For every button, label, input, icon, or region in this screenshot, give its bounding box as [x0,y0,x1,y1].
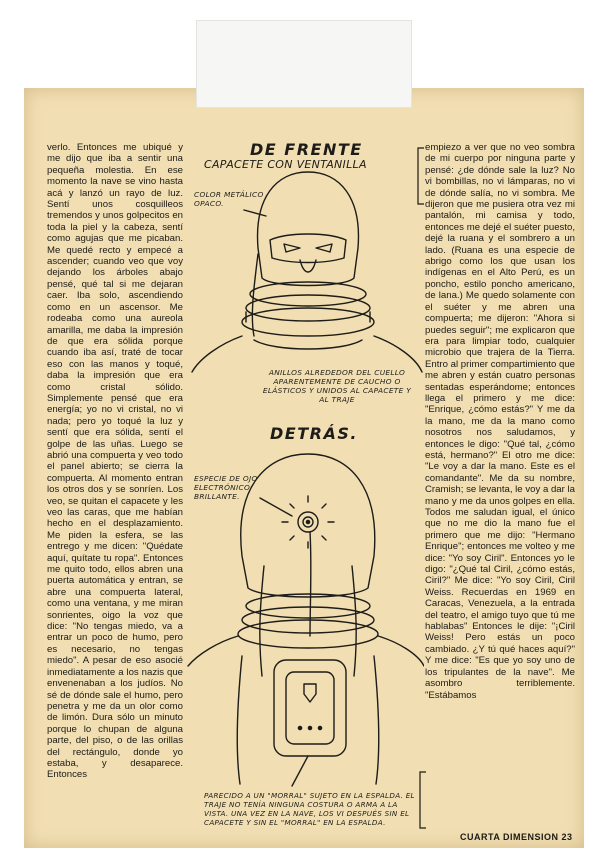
right-text-column [425,142,575,818]
electronic-eye-note: ESPECIE DE OJO ELECTRÓNICO BRILLANTE. [194,474,258,501]
backpack-note: PARECIDO A UN "MORRAL" SUJETO EN LA ESPALDA. EL TRAJE NO TENÍA NINGUNA COSTURA O ARMA A LA VISTA. UNA VEZ EN LA NAVE, LOS VI DESPUÉS SIN EL CAPACETE Y SIN EL "MORRAL" EN LA ESPALDA. [204,791,415,827]
left-text-column [47,142,183,832]
tape-strip [196,20,412,108]
back-view-figure [188,454,424,786]
front-view-title: DE FRENTE [250,140,363,159]
color-note: COLOR METÁLICO OPACO. [194,190,264,208]
front-view-subtitle: CAPACETE CON VENTANILLA [204,158,367,171]
left-column-text: verlo. Entonces me ubiqué y me dijo que iba a sentir una pequeña molestia. En ese momento la nave se vino hasta acá y lanzó un rayo de luz. Sentí unos cosquilleos tremendos y unos golpecitos en toda la piel y la cabeza, sentí como agujas que me picaban. Me quedé recto y empecé a ascender; cuando veo que voy dejando los árboles abajo pensé, qué tal si me dejaran caer. Iba solo, ascendiendo como en un ascensor. Me rodeaba como una aureola amarilla, me daba la impresión de que era sólida porque cuando iba así, traté de tocar eso con las manos y toqué, daba la impresión que era como cristal sólido. Simplemente pensé que era energía; yo no vi cristal, no vi nada; pero yo toqué la luz y sentí que era sólida, sentí el golpe de las uñas. Luego se abrió una compuerta y veo todo el panel abierto; se cierra la compuerta. Al momento entran los otros dos y se sonríen. Los veo, se quitan el capacete y les veo las caras, que me habían hecho en el desplazamiento. Me piden la esfera, se las entrego y me dicen: "Quédate aquí, quítate tu ropa". Entonces me quito todo, ellos abren una puerta automática y entran, se abre una compuerta lateral, como una ventana, y me miran sonrientes, oigo la voz que dice: "No tengas miedo, va a entrar un poco de humo, pero es necesario, no tengas miedo". A pesar de eso asocié inmediatamente a los nazis que envenenaban a los judíos. No sé de dónde sale el humo, pero penetra y me da un olor como de limón. Dura sólo un minuto porque lo chupan de alguna parte, del piso, o de las orillas del rectángulo, donde yo estaba, y desaparece. Entonces [47,142,183,781]
right-column-text: empiezo a ver que no veo sombra de mi cuerpo por ninguna parte y pensé: ¿de dónde sale la luz? No vi bombillas, no vi lámparas, no vi de dónde salía, no vi sombra. Me dijeron que me pusiera otra vez mi pantalón, mi camisa y todo, entonces me dejé el suéter puesto, dejé la ruana y el sombrero a un lado. (Ruana es una especie de abrigo como los que usan los indígenas en el Alto Perú, es un poncho, estilo poncho americano, de lana.) Me quedo solamente con el suéter y me abren una compuerta; me dijeron: "Ahora si puedes seguir"; me explicaron que era para limpiar todo, cualquier microbio que trajera de la Tierra. Entro al primer compartimiento que me abren y están cuatro personas sentadas esperándome; entonces llega el primero y me dice: "Enrique, ¿cómo estás?" Y me da la mano, me da la mano como nosotros nos saludamos, y entonces le digo: "Qué tal, ¿cómo está, hermano?" El otro me dice: "Le voy a dar la mano. Este es el comandante". Me da su nombre, Cramish; se levanta, le voy a dar la mano y me da unos golpes en ella. Todos me saludan igual, el único que no me dio la mano fue el primero que me dijo: "Hermano Enrique"; entonces me volteo y me dice: "Yo soy Ciril". Entonces yo le digo: "¿Qué tal Ciril, ¿cómo estás, Ciril?" Me dice: "Yo soy Ciril, Ciril Weiss. Recuerdas en 1969 en Caracas, Venezuela, a la entrada del teatro, el amigo tuyo que tú me hablabas" Entonces le dije: "¡Ciril Weiss! Pero estás un poco cambiado. ¿Y tú qué haces aquí?" Y me dice: "Es que yo soy uno de los tripulantes de la nave". Me asombro terriblemente. "Estábamos [425,142,575,701]
neck-rings-note: ANILLOS ALREDEDOR DEL CUELLO APARENTEMENTE DE CAUCHO O ELÁSTICOS Y UNIDOS AL CAPACETE Y AL TRAJE [262,368,412,404]
back-view-title: DETRÁS. [270,424,358,443]
page-footer: CUARTA DIMENSION 23 [460,832,573,842]
